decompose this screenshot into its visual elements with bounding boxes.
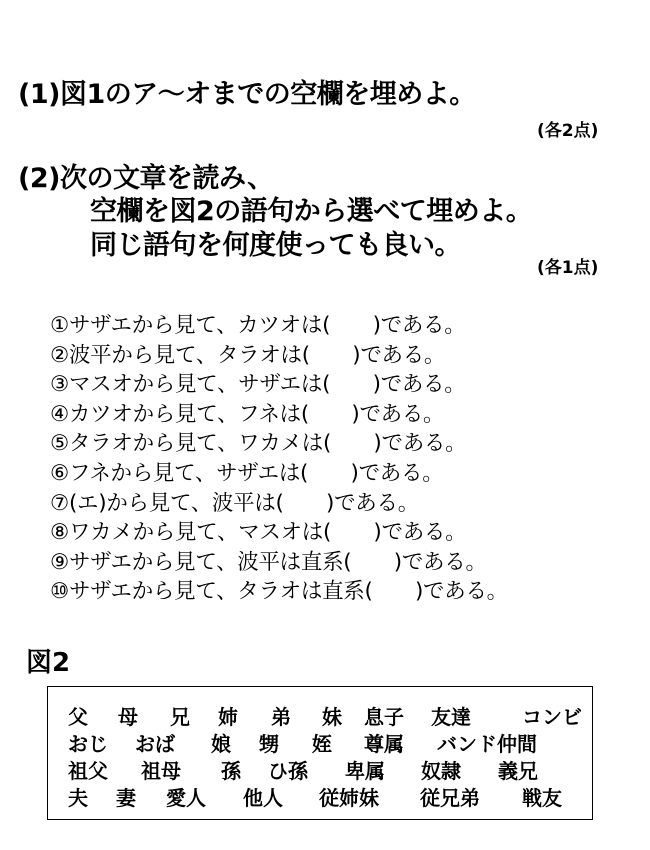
question-2-points: (各1点)	[537, 258, 599, 278]
question-item: ③マスオから見て、サザエは( )である。	[50, 372, 466, 398]
word-item: 甥	[259, 732, 279, 756]
word-item: 夫	[68, 786, 88, 810]
word-bank	[47, 686, 593, 820]
word-item: 尊属	[364, 732, 404, 756]
word-item: 姉	[218, 705, 238, 729]
word-item: コンビ	[522, 705, 582, 729]
word-item: 戦友	[522, 786, 562, 810]
question-item: ④カツオから見て、フネは( )である。	[50, 401, 445, 427]
word-item: 兄	[170, 705, 190, 729]
word-item: 姪	[312, 732, 332, 756]
word-item: 息子	[364, 705, 404, 729]
question-item: ⑨サザエから見て、波平は直系( )である。	[50, 549, 487, 575]
word-item: 父	[68, 705, 88, 729]
word-item: 祖父	[68, 759, 108, 783]
question-item: ⑧ワカメから見て、マスオは( )である。	[50, 520, 467, 546]
word-item: 弟	[271, 705, 291, 729]
word-item: 愛人	[166, 786, 206, 810]
question-2-heading-line1: (2)次の文章を読み、	[18, 163, 274, 194]
question-1-heading: (1)図1のア～オまでの空欄を埋めよ。	[18, 79, 476, 110]
question-item: ⑩サザエから見て、タラオは直系( )である。	[50, 579, 508, 605]
word-item: 奴隷	[421, 759, 461, 783]
question-2-heading-line3: 同じ語句を何度使っても良い。	[90, 230, 461, 261]
question-item: ②波平から見て、タラオは( )である。	[50, 342, 446, 368]
word-item: 孫	[221, 759, 241, 783]
question-1-points: (各2点)	[537, 121, 599, 141]
word-item: バンド仲間	[437, 732, 537, 756]
word-item: 妹	[322, 705, 342, 729]
word-item: 友達	[431, 705, 471, 729]
question-item: ①サザエから見て、カツオは( )である。	[50, 313, 466, 338]
question-item: ⑤タラオから見て、ワカメは( )である。	[50, 431, 467, 457]
word-item: 妻	[116, 786, 136, 810]
word-row	[48, 703, 592, 731]
figure-2-title: 図2	[26, 648, 71, 678]
word-item: おば	[135, 732, 175, 756]
word-item: 祖母	[141, 759, 181, 783]
word-item: 卑属	[345, 759, 385, 783]
word-item: 娘	[211, 732, 231, 756]
question-2-heading-line2: 空欄を図2の語句から選べて埋めよ。	[90, 196, 533, 227]
word-item: 他人	[243, 786, 283, 810]
word-item: 母	[118, 705, 138, 729]
question-item: ⑦(エ)から見て、波平は( )である。	[50, 490, 419, 516]
question-item: ⑥フネから見て、サザエは( )である。	[50, 460, 444, 486]
word-row	[48, 730, 592, 758]
word-row	[48, 757, 592, 785]
word-row	[48, 784, 592, 812]
question-list	[50, 311, 508, 607]
word-item: 従兄弟	[420, 786, 480, 810]
word-item: ひ孫	[268, 759, 308, 783]
word-item: 従姉妹	[319, 786, 379, 810]
word-item: 義兄	[498, 759, 538, 783]
word-item: おじ	[68, 732, 108, 756]
